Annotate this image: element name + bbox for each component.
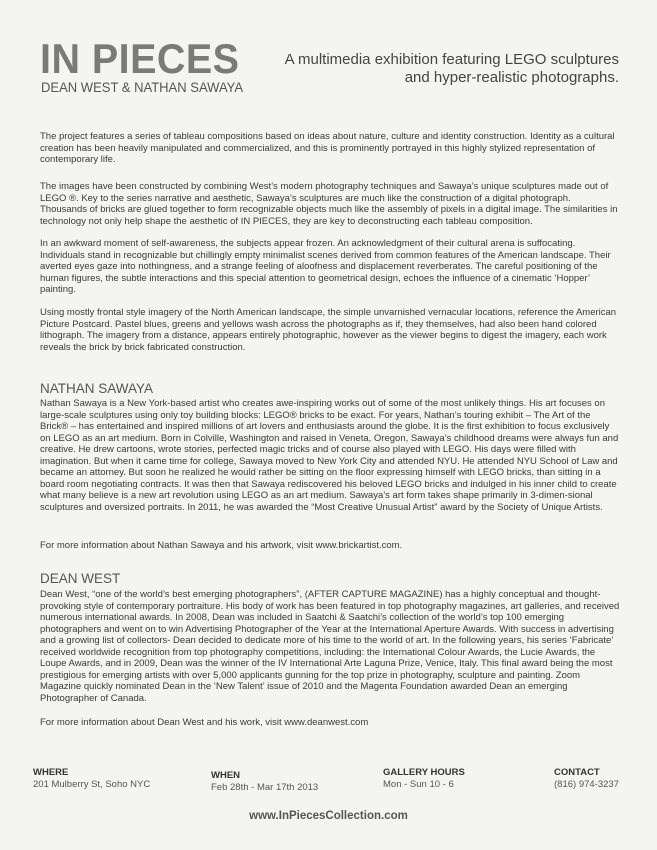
west-more-info	[40, 717, 620, 729]
sawaya-bio	[40, 398, 620, 513]
exhibition-tagline	[285, 51, 619, 87]
hours-value: Mon - Sun 10 - 6	[383, 779, 454, 790]
when-value: Feb 28th - Mar 17th 2013	[211, 782, 319, 793]
where-value: 201 Mulberry St, Soho NYC	[33, 779, 151, 790]
intro-paragraph-2	[40, 181, 620, 227]
footer-when	[211, 770, 318, 794]
footer-hours	[383, 767, 465, 791]
tagline-line-1: A multimedia exhibition featuring LEGO sculptures	[284, 51, 619, 68]
when-label: WHEN	[211, 770, 241, 781]
artists-subtitle: DEAN WEST & NATHAN SAWAYA	[41, 79, 244, 95]
west-bio-text: Dean West, “one of the world’s best emerging photographers”, (AFTER CAPTURE MAGAZINE) has a highly conceptual and thought-provoking style of contemporary portraiture. His body of work has been featured in top photography magazines, art galleries, and received numerous international awards. In 2008, Dean was included in Saatchi & Saatchi’s collection of the world’s top 100 emerging photographers and went on to win Advertising Photographer of the Year at the International Aperture Awards. With success in advertising and a growing list of collectors- Dean decided to dedicate more of his time to the world of art. In the following years, his series ‘Fabricate’ received worldwide recognition from top photography competitions, including: the International Colour Awards, the Lucie Awards, the Loupe Awards, and in 2009, Dean was the winner of the IV International Arte Laguna Prize, Venice, Italy. This final award being the most prestigious for emerging artists with over 5,000 applicants gunning for the top prize in photography, sculpture and painting. Zoom Magazine quickly nominated Dean in the ‘New Talent’ issue of 2010 and the Magenta Foundation awarded Dean an emerging Photographer of Canada.	[40, 589, 620, 704]
where-label: WHERE	[33, 767, 69, 778]
intro-paragraph-4	[40, 307, 620, 353]
west-heading: DEAN WEST	[40, 571, 121, 586]
sawaya-heading: NATHAN SAWAYA	[40, 381, 154, 396]
intro-text-4: Using mostly frontal style imagery of the North American landscape, the simple unvarnished vernacular locations, reference the American Picture Postcard. Pastel blues, greens and yellows wash across the photographs as if, they themselves, had also been hand colored lithograph. The imagery from a distance, appears entirely photographic, however as the viewer begins to digest the imagery, each work reveals the brick by brick fabricated construction.	[40, 307, 617, 353]
website-url: www.InPiecesCollection.com	[249, 810, 408, 822]
sawaya-more-text: For more information about Nathan Sawaya and his artwork, visit www.brickartist.com.	[40, 540, 403, 551]
footer-contact	[554, 767, 619, 791]
intro-text-1: The project features a series of tableau compositions based on ideas about nature, culture and identity construction. Identity as a cultural creation has been heavily manipulated and commercialized, and this is prominently portrayed in this highly stylized representation of contemporary life.	[40, 131, 615, 165]
sawaya-more-info	[40, 540, 620, 552]
page-title: IN PIECES	[40, 35, 240, 82]
west-bio	[40, 589, 620, 704]
intro-text-3: In an awkward moment of self-awareness, the subjects appear frozen. An acknowledgment of their cultural arena is suffocating. Individuals stand in recognizable but chillingly empty minimalist scenes derived from common features of the American landscape. Their averted eyes gaze into nothingness, and a strange feeling of aloofness and displacement reverberates. The careful positioning of the human figures, the subtle interactions and this special attention to geometrical design, echoes the influence of a cinematic ‘Hopper’ painting.	[40, 238, 611, 295]
footer-where	[33, 767, 150, 791]
contact-label: CONTACT	[554, 767, 600, 778]
contact-value: (816) 974-3237	[554, 779, 619, 790]
intro-paragraph-1	[40, 131, 620, 166]
tagline-line-2: and hyper-realistic photographs.	[404, 69, 619, 86]
hours-label: GALLERY HOURS	[383, 767, 465, 778]
west-more-text: For more information about Dean West and his work, visit www.deanwest.com	[40, 717, 369, 728]
intro-paragraph-3	[40, 238, 620, 296]
sawaya-bio-text: Nathan Sawaya is a New York-based artist who creates awe-inspiring works out of some of the most unlikely things. His art focuses on large-scale sculptures using only toy building blocks: LEGO® bricks to be exact. For years, Nathan’s touring exhibit – The Art of the Brick® – has entertained and inspired millions of art lovers and enthusiasts around the globe. It is the first exhibition to focus exclusively on LEGO as an art medium. Born in Colville, Washington and raised in Veneta, Oregon, Sawaya’s childhood dreams were always fun and creative. He drew cartoons, wrote stories, perfected magic tricks and of course also played with LEGO. His days were filled with imagination. But when it came time for college, Sawaya moved to New York City and attended NYU. He attended NYU School of Law and became an attorney. But soon he realized he would rather be sitting on the floor expressing himself with LEGO bricks, than sitting in a board room negotiating contracts. It was then that Sawaya rediscovered his beloved LEGO bricks and indulged in his inner child to create what many believe is a new art revolution using LEGO as an art medium. Sawaya’s art form takes shape primarily in 3-dimen-sional sculptures and oversized portraits. In 2011, he was awarded the “Most Creative Unusual Artist” award by the Society of Unique Artists.	[40, 398, 619, 513]
intro-text-2: The images have been constructed by combining West’s modern photography techniques and Sawaya’s unique sculptures made out of LEGO ®. Key to the series narrative and aesthetic, Sawaya’s sculptures are much like the construction of a digital photograph. Thousands of bricks are glued together to form recognizable objects much like the assembly of pixels in a digital image. The similarities in technology not only help shape the aesthetic of IN PIECES, they are key to deconstructing each tableau composition.	[40, 181, 618, 227]
